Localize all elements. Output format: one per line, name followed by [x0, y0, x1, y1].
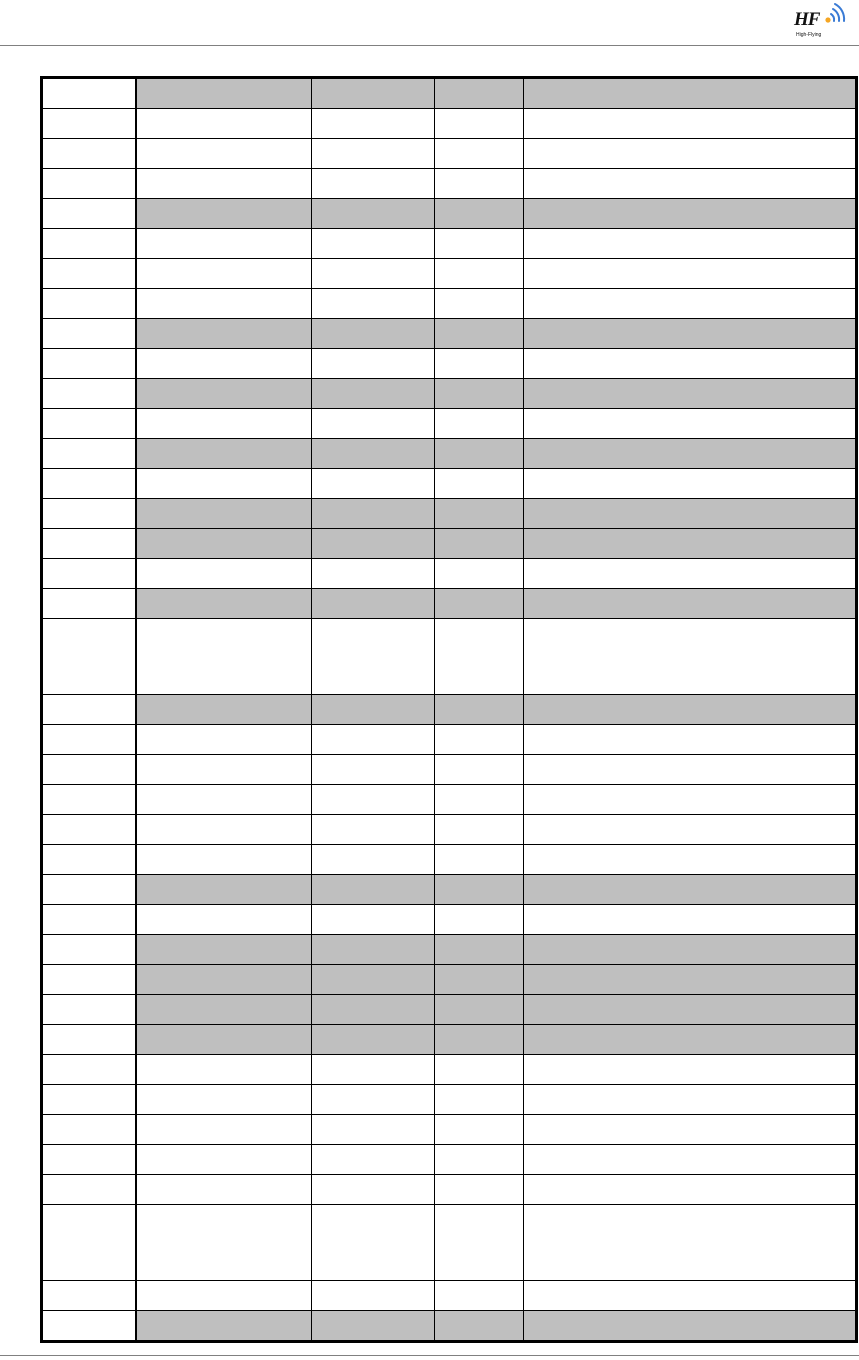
table-row	[42, 905, 857, 935]
table-cell	[312, 1311, 435, 1342]
table-cell	[312, 1025, 435, 1055]
table-row	[42, 785, 857, 815]
table-row	[42, 78, 857, 109]
table-cell	[435, 109, 524, 139]
row-label-cell	[42, 78, 136, 109]
row-label-cell	[42, 1281, 136, 1311]
table-cell	[136, 1205, 312, 1281]
table-cell	[435, 1205, 524, 1281]
row-label-cell	[42, 619, 136, 695]
row-label-cell	[42, 109, 136, 139]
table-row	[42, 469, 857, 499]
table-cell	[524, 529, 857, 559]
table-cell	[136, 619, 312, 695]
row-label-cell	[42, 529, 136, 559]
row-label-cell	[42, 905, 136, 935]
table-body	[42, 78, 857, 1342]
table-cell	[435, 875, 524, 905]
table-cell	[435, 259, 524, 289]
table-cell	[435, 529, 524, 559]
table-cell	[524, 845, 857, 875]
table-cell	[524, 785, 857, 815]
table-cell	[312, 289, 435, 319]
table-cell	[312, 499, 435, 529]
table-cell	[435, 755, 524, 785]
table-cell	[524, 409, 857, 439]
row-label-cell	[42, 469, 136, 499]
table-cell	[136, 139, 312, 169]
table-cell	[312, 1115, 435, 1145]
table-cell	[136, 965, 312, 995]
table-cell	[312, 139, 435, 169]
table-row	[42, 1115, 857, 1145]
table-row	[42, 619, 857, 695]
table-cell	[136, 169, 312, 199]
table-cell	[524, 469, 857, 499]
table-row	[42, 319, 857, 349]
table-cell	[524, 139, 857, 169]
table-row	[42, 1311, 857, 1342]
table-row	[42, 259, 857, 289]
table-cell	[435, 199, 524, 229]
table-row	[42, 379, 857, 409]
table-cell	[312, 905, 435, 935]
table-cell	[312, 695, 435, 725]
row-label-cell	[42, 1145, 136, 1175]
table-cell	[524, 755, 857, 785]
row-label-cell	[42, 725, 136, 755]
table-cell	[524, 695, 857, 725]
table-row	[42, 499, 857, 529]
table-row	[42, 935, 857, 965]
table-row	[42, 815, 857, 845]
table-row	[42, 755, 857, 785]
table-cell	[524, 1115, 857, 1145]
table-cell	[312, 349, 435, 379]
table-cell	[136, 875, 312, 905]
table-cell	[435, 1311, 524, 1342]
table-cell	[136, 695, 312, 725]
table-cell	[136, 725, 312, 755]
table-cell	[312, 1145, 435, 1175]
table-cell	[136, 78, 312, 109]
table-cell	[136, 785, 312, 815]
table-cell	[312, 725, 435, 755]
data-table	[40, 76, 858, 1343]
table-cell	[312, 439, 435, 469]
table-cell	[312, 1205, 435, 1281]
table-cell	[524, 935, 857, 965]
table-cell	[312, 559, 435, 589]
table-cell	[524, 965, 857, 995]
table-cell	[136, 229, 312, 259]
table-cell	[312, 379, 435, 409]
table-cell	[435, 1115, 524, 1145]
table-cell	[435, 1055, 524, 1085]
row-label-cell	[42, 1085, 136, 1115]
table-cell	[435, 995, 524, 1025]
table-row	[42, 1205, 857, 1281]
table-cell	[435, 78, 524, 109]
row-label-cell	[42, 1055, 136, 1085]
table-row	[42, 725, 857, 755]
row-label-cell	[42, 785, 136, 815]
table-cell	[136, 439, 312, 469]
table-cell	[312, 875, 435, 905]
row-label-cell	[42, 815, 136, 845]
table-cell	[435, 319, 524, 349]
table-cell	[435, 935, 524, 965]
row-label-cell	[42, 1311, 136, 1342]
row-label-cell	[42, 845, 136, 875]
footer-rule	[0, 1355, 859, 1356]
table-cell	[524, 1281, 857, 1311]
table-cell	[136, 109, 312, 139]
table-cell	[524, 905, 857, 935]
header-rule	[0, 45, 859, 46]
table-cell	[524, 169, 857, 199]
table-cell	[136, 1311, 312, 1342]
table-cell	[136, 199, 312, 229]
row-label-cell	[42, 199, 136, 229]
table-cell	[524, 109, 857, 139]
table-cell	[435, 965, 524, 995]
table-cell	[435, 379, 524, 409]
row-label-cell	[42, 169, 136, 199]
logo-mark: HF	[794, 9, 820, 30]
table-cell	[136, 845, 312, 875]
table-cell	[312, 1281, 435, 1311]
table-cell	[312, 589, 435, 619]
table-cell	[136, 1085, 312, 1115]
row-label-cell	[42, 379, 136, 409]
table-container	[40, 76, 858, 1343]
table-cell	[435, 619, 524, 695]
row-label-cell	[42, 935, 136, 965]
row-label-cell	[42, 1175, 136, 1205]
table-cell	[435, 1281, 524, 1311]
row-label-cell	[42, 319, 136, 349]
table-cell	[136, 349, 312, 379]
table-cell	[524, 1055, 857, 1085]
table-row	[42, 229, 857, 259]
table-cell	[435, 139, 524, 169]
table-cell	[136, 529, 312, 559]
row-label-cell	[42, 499, 136, 529]
table-cell	[136, 1055, 312, 1085]
table-cell	[435, 169, 524, 199]
table-cell	[435, 1025, 524, 1055]
table-cell	[312, 199, 435, 229]
table-cell	[136, 259, 312, 289]
table-cell	[136, 499, 312, 529]
table-row	[42, 139, 857, 169]
table-cell	[312, 1085, 435, 1115]
table-row	[42, 995, 857, 1025]
table-cell	[435, 845, 524, 875]
table-cell	[136, 935, 312, 965]
table-row	[42, 1175, 857, 1205]
table-cell	[312, 409, 435, 439]
table-cell	[435, 905, 524, 935]
table-row	[42, 589, 857, 619]
table-cell	[524, 439, 857, 469]
table-row	[42, 1055, 857, 1085]
table-cell	[435, 349, 524, 379]
table-cell	[524, 499, 857, 529]
row-label-cell	[42, 259, 136, 289]
wifi-waves-icon	[822, 2, 852, 28]
table-cell	[524, 559, 857, 589]
table-cell	[435, 1145, 524, 1175]
row-label-cell	[42, 965, 136, 995]
table-cell	[524, 589, 857, 619]
table-cell	[312, 319, 435, 349]
table-cell	[136, 469, 312, 499]
table-cell	[136, 755, 312, 785]
row-label-cell	[42, 559, 136, 589]
table-cell	[312, 965, 435, 995]
table-cell	[435, 695, 524, 725]
table-row	[42, 845, 857, 875]
logo-tagline: High-Flying	[796, 32, 822, 38]
table-cell	[312, 755, 435, 785]
table-cell	[524, 379, 857, 409]
table-cell	[524, 349, 857, 379]
table-row	[42, 109, 857, 139]
table-cell	[312, 529, 435, 559]
row-label-cell	[42, 875, 136, 905]
table-cell	[524, 815, 857, 845]
table-cell	[524, 875, 857, 905]
table-cell	[435, 289, 524, 319]
table-cell	[524, 78, 857, 109]
row-label-cell	[42, 229, 136, 259]
page-header	[0, 0, 859, 46]
table-cell	[136, 995, 312, 1025]
table-cell	[524, 619, 857, 695]
table-cell	[312, 78, 435, 109]
table-cell	[312, 995, 435, 1025]
table-cell	[136, 1175, 312, 1205]
row-label-cell	[42, 695, 136, 725]
table-row	[42, 1145, 857, 1175]
row-label-cell	[42, 439, 136, 469]
logo-dot	[825, 17, 830, 22]
table-row	[42, 1085, 857, 1115]
table-row	[42, 965, 857, 995]
table-cell	[136, 319, 312, 349]
table-cell	[312, 619, 435, 695]
table-cell	[312, 1055, 435, 1085]
row-label-cell	[42, 995, 136, 1025]
table-cell	[435, 409, 524, 439]
table-cell	[136, 1145, 312, 1175]
row-label-cell	[42, 139, 136, 169]
table-row	[42, 289, 857, 319]
table-cell	[136, 1025, 312, 1055]
table-cell	[312, 109, 435, 139]
table-row	[42, 349, 857, 379]
table-row	[42, 409, 857, 439]
table-cell	[524, 1311, 857, 1342]
table-cell	[524, 229, 857, 259]
row-label-cell	[42, 1025, 136, 1055]
table-cell	[524, 199, 857, 229]
table-row	[42, 559, 857, 589]
table-row	[42, 875, 857, 905]
table-cell	[435, 1175, 524, 1205]
table-cell	[435, 589, 524, 619]
table-cell	[312, 815, 435, 845]
table-cell	[435, 559, 524, 589]
table-cell	[524, 1145, 857, 1175]
table-cell	[136, 409, 312, 439]
table-cell	[136, 1115, 312, 1145]
table-cell	[524, 289, 857, 319]
table-cell	[312, 1175, 435, 1205]
row-label-cell	[42, 349, 136, 379]
table-row	[42, 1025, 857, 1055]
table-cell	[435, 1085, 524, 1115]
table-row	[42, 439, 857, 469]
table-cell	[524, 1175, 857, 1205]
table-row	[42, 529, 857, 559]
table-cell	[312, 229, 435, 259]
table-cell	[524, 259, 857, 289]
table-cell	[524, 1205, 857, 1281]
table-cell	[435, 725, 524, 755]
table-cell	[435, 469, 524, 499]
table-cell	[136, 1281, 312, 1311]
table-cell	[136, 379, 312, 409]
table-cell	[524, 1025, 857, 1055]
table-cell	[312, 469, 435, 499]
table-cell	[312, 785, 435, 815]
row-label-cell	[42, 289, 136, 319]
table-cell	[435, 499, 524, 529]
table-cell	[136, 905, 312, 935]
table-cell	[524, 725, 857, 755]
table-cell	[136, 559, 312, 589]
table-cell	[524, 1085, 857, 1115]
table-cell	[312, 935, 435, 965]
row-label-cell	[42, 409, 136, 439]
table-cell	[435, 229, 524, 259]
table-row	[42, 695, 857, 725]
table-cell	[524, 319, 857, 349]
table-cell	[312, 169, 435, 199]
table-row	[42, 199, 857, 229]
row-label-cell	[42, 589, 136, 619]
table-cell	[435, 439, 524, 469]
table-cell	[312, 259, 435, 289]
table-row	[42, 169, 857, 199]
table-cell	[312, 845, 435, 875]
row-label-cell	[42, 755, 136, 785]
table-cell	[136, 589, 312, 619]
table-cell	[136, 815, 312, 845]
table-cell	[136, 289, 312, 319]
row-label-cell	[42, 1115, 136, 1145]
table-row	[42, 1281, 857, 1311]
table-cell	[435, 815, 524, 845]
table-cell	[435, 785, 524, 815]
table-cell	[524, 995, 857, 1025]
company-logo	[792, 2, 854, 42]
row-label-cell	[42, 1205, 136, 1281]
